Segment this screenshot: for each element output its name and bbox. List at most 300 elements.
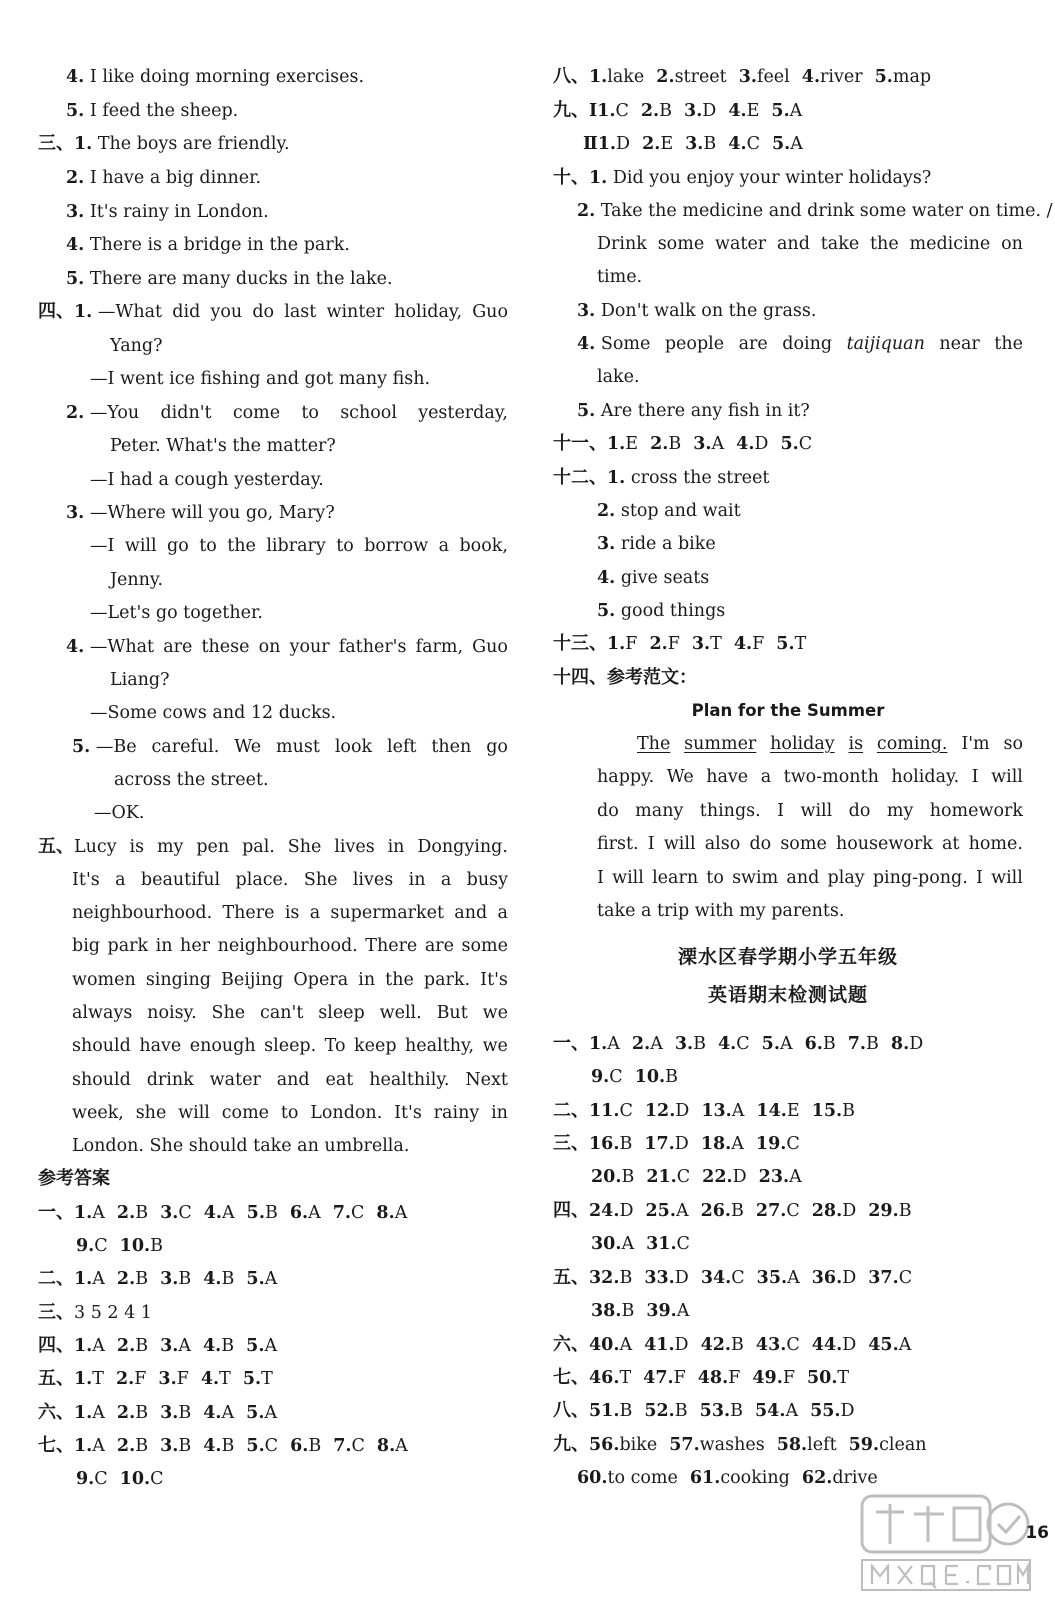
- page-number: 16: [1025, 1523, 1049, 1543]
- answer-number: 5.: [761, 1034, 780, 1054]
- answer-number: 54.: [754, 1401, 786, 1421]
- right-line: [597, 366, 1023, 390]
- item-number: 5.: [597, 601, 616, 621]
- answer-value: D: [674, 1335, 689, 1355]
- line-lead: [38, 1403, 289, 1423]
- answer-number: 32.: [589, 1268, 620, 1288]
- right-line: [553, 700, 1023, 724]
- left-line: [66, 636, 508, 660]
- left-line: [72, 736, 508, 760]
- answer-number: 46.: [589, 1368, 620, 1388]
- left-line: [66, 268, 508, 292]
- answer-item: [74, 1202, 105, 1224]
- answer-item: [635, 1066, 678, 1088]
- answer-number: 53.: [699, 1401, 731, 1421]
- line-lead: [90, 535, 114, 559]
- answer-item: [693, 433, 724, 455]
- word: do: [848, 801, 871, 821]
- answer-item: [644, 1133, 688, 1155]
- item-number: 5.: [66, 101, 85, 121]
- answer-value: B: [135, 1436, 149, 1456]
- answer-item: [756, 1200, 800, 1222]
- answer-number: 18.: [700, 1134, 732, 1154]
- word: the: [994, 334, 1023, 354]
- left-line: [38, 1202, 508, 1226]
- answer-number: 4.: [728, 101, 747, 121]
- line-lead: [66, 636, 154, 660]
- word: can't: [260, 1003, 304, 1023]
- word: some: [780, 834, 827, 854]
- answer-number: 35.: [756, 1268, 788, 1288]
- line-text: give seats: [620, 568, 710, 588]
- answer-number: 1.: [607, 634, 626, 654]
- answer-value: E: [660, 134, 674, 154]
- line-lead: [38, 1203, 419, 1223]
- left-line: [72, 869, 508, 893]
- line-lead: [553, 434, 824, 454]
- answer-number: 59.: [848, 1435, 880, 1455]
- word: did: [172, 302, 201, 322]
- line-lead: [597, 601, 621, 621]
- answer-item: [718, 1033, 750, 1055]
- answer-number: 14.: [756, 1101, 787, 1121]
- answer-number: 2.: [115, 1369, 135, 1389]
- answer-item: [759, 1166, 802, 1188]
- answer-item: [642, 133, 673, 155]
- right-line: [597, 533, 1023, 557]
- left-line: [38, 1268, 508, 1292]
- answer-number: 33.: [644, 1268, 675, 1288]
- answer-number: 4.: [200, 1369, 220, 1389]
- answer-value: A: [790, 134, 803, 154]
- word: things.: [699, 801, 761, 821]
- answer-item: [74, 1402, 105, 1424]
- answer-number: 20.: [591, 1167, 622, 1187]
- word: sleep.: [264, 1036, 317, 1056]
- right-line: [553, 946, 1023, 970]
- left-line: [72, 969, 508, 993]
- right-line: [553, 467, 1023, 491]
- answer-item: [204, 1202, 235, 1224]
- word: pal.: [242, 837, 275, 857]
- section-marker: 六、: [38, 1402, 74, 1423]
- item-number: 3.: [66, 503, 85, 523]
- line-lead: [597, 800, 619, 824]
- answer-value: river: [820, 67, 863, 87]
- word: look: [334, 737, 373, 757]
- right-line: [597, 900, 1023, 924]
- line-lead: [553, 1435, 939, 1455]
- answer-number: 3.: [691, 634, 711, 654]
- left-line: [72, 1002, 508, 1026]
- word: the: [227, 536, 256, 556]
- word: father's: [338, 637, 407, 657]
- answer-item: [589, 100, 629, 122]
- answer-number: 21.: [646, 1167, 677, 1187]
- word: singing: [145, 970, 211, 990]
- answer-number: 1.: [74, 1403, 93, 1423]
- word: these: [201, 637, 250, 657]
- word: are: [163, 637, 193, 657]
- word: —You: [89, 403, 140, 423]
- word: summer: [684, 734, 757, 754]
- word: yesterday,: [418, 403, 508, 423]
- word: We: [666, 767, 694, 787]
- line-lead: [553, 1335, 923, 1355]
- answer-number: 2.: [116, 1336, 136, 1356]
- left-line: [66, 402, 508, 426]
- answer-item: [76, 1235, 108, 1257]
- answer-item: [632, 1033, 663, 1055]
- answer-item: [589, 1200, 633, 1222]
- left-line: [76, 1468, 508, 1492]
- answer-value: T: [261, 1369, 273, 1389]
- line-lead: [553, 1201, 924, 1221]
- word: To: [324, 1036, 346, 1056]
- answer-item: [201, 1368, 231, 1390]
- answer-value: C: [264, 1436, 279, 1456]
- word: rainy: [433, 1103, 480, 1123]
- right-line: [553, 1200, 1023, 1224]
- item-number: 5.: [66, 269, 85, 289]
- answer-item: [701, 1133, 744, 1155]
- answer-value: cooking: [720, 1468, 790, 1488]
- line-text: I have a big dinner.: [89, 168, 262, 188]
- right-line: [577, 333, 1023, 357]
- right-line: [597, 766, 1023, 790]
- section-marker: 六、: [553, 1334, 589, 1355]
- answer-value: C: [786, 1335, 800, 1355]
- word: keep: [354, 1036, 397, 1056]
- essay-title: Plan for the Summer: [691, 701, 885, 720]
- answer-value: drive: [832, 1468, 878, 1488]
- answer-item: [868, 1267, 912, 1289]
- word: Opera: [293, 970, 349, 990]
- answer-number: 4.: [728, 134, 747, 154]
- line-lead: [38, 1369, 285, 1389]
- answer-number: 45.: [868, 1335, 899, 1355]
- line-text: Did you enjoy your winter holidays?: [612, 168, 932, 188]
- answer-item: [875, 66, 932, 88]
- answer-item: [117, 1202, 148, 1224]
- word: swim: [732, 868, 779, 888]
- answer-value: B: [135, 1269, 149, 1289]
- answer-number: 3.: [738, 67, 757, 87]
- word: Drink: [597, 234, 647, 254]
- answer-value: B: [693, 1034, 706, 1054]
- answer-number: 29.: [868, 1201, 899, 1221]
- left-line: [38, 301, 508, 325]
- word: a: [115, 870, 126, 890]
- answer-number: 48.: [697, 1368, 729, 1388]
- answer-value: C: [676, 1167, 691, 1187]
- answer-number: 4.: [203, 1436, 222, 1456]
- answer-value: D: [842, 1268, 857, 1288]
- line-lead: [583, 134, 815, 154]
- line-lead: [553, 67, 943, 87]
- answer-item: [203, 1402, 234, 1424]
- word: Lucy: [74, 837, 117, 857]
- answer-item: [701, 1100, 744, 1122]
- word: careful.: [151, 737, 220, 757]
- section-marker: 二、: [553, 1100, 589, 1121]
- section-marker: 四、: [38, 1335, 74, 1356]
- line-text: There are many ducks in the lake.: [89, 269, 393, 289]
- word: the: [870, 234, 899, 254]
- left-line: [66, 167, 508, 191]
- answer-item: [777, 1434, 837, 1456]
- word: some: [461, 936, 508, 956]
- answer-item: [649, 633, 679, 655]
- answer-number: 27.: [755, 1201, 787, 1221]
- answer-number: 40.: [589, 1335, 620, 1355]
- answer-item: [160, 1268, 191, 1290]
- answer-value: B: [674, 1401, 688, 1421]
- answer-item: [160, 1335, 191, 1357]
- answer-value: lake: [607, 67, 645, 87]
- answer-value: D: [675, 1101, 690, 1121]
- left-line: [90, 469, 508, 493]
- answer-value: B: [178, 1436, 192, 1456]
- answer-number: 3.: [674, 1034, 694, 1054]
- answer-value: B: [135, 1403, 149, 1423]
- line-lead: [591, 1301, 701, 1321]
- word: left: [387, 737, 417, 757]
- word: school: [340, 403, 397, 423]
- answer-value: F: [134, 1369, 147, 1389]
- item-number: 1.: [607, 468, 626, 488]
- answer-item: [577, 1467, 678, 1489]
- answer-number: 34.: [700, 1268, 732, 1288]
- answer-value: D: [909, 1034, 924, 1054]
- answer-item: [589, 1434, 657, 1456]
- section-heading: 参考答案: [38, 1168, 110, 1189]
- right-line: [597, 867, 1023, 891]
- section-marker: 七、: [38, 1435, 74, 1456]
- answer-item: [868, 1200, 911, 1222]
- word: should: [72, 1036, 131, 1056]
- answer-number: 4.: [203, 1203, 223, 1223]
- answer-value: B: [898, 1201, 912, 1221]
- answer-value: C: [786, 1134, 800, 1154]
- word: have: [706, 767, 749, 787]
- word: in: [491, 1103, 508, 1123]
- word: London.: [310, 1103, 383, 1123]
- word: drink: [146, 1070, 194, 1090]
- answer-value: C: [898, 1268, 913, 1288]
- word: near: [939, 334, 980, 354]
- right-line: [553, 633, 1023, 657]
- left-line: [90, 535, 508, 559]
- line-lead: [72, 1002, 132, 1026]
- line-text: London. She should take an umbrella.: [72, 1136, 410, 1156]
- answer-value: A: [731, 1134, 744, 1154]
- answer-number: 5.: [246, 1403, 265, 1423]
- left-line: [110, 569, 508, 593]
- answer-value: C: [615, 101, 629, 121]
- answer-item: [203, 1335, 234, 1357]
- answer-number: 10.: [119, 1469, 151, 1489]
- line-lead: [66, 269, 90, 289]
- item-number: 4.: [66, 67, 85, 87]
- line-lead: [553, 468, 631, 488]
- answer-value: C: [150, 1469, 164, 1489]
- answer-number: 9.: [591, 1067, 610, 1087]
- right-line: [597, 600, 1023, 624]
- answer-item: [589, 1267, 632, 1289]
- word: so: [1003, 734, 1023, 754]
- line-lead: [38, 1269, 289, 1289]
- word: housework: [835, 834, 933, 854]
- word: library: [266, 536, 326, 556]
- answer-item: [607, 633, 637, 655]
- answer-item: [807, 1367, 849, 1389]
- word: are: [738, 334, 768, 354]
- answer-value: A: [264, 1403, 278, 1423]
- line-lead: [597, 766, 654, 790]
- answer-item: [757, 1267, 800, 1289]
- word: She: [211, 1003, 246, 1023]
- line-lead: [38, 1169, 110, 1189]
- line-lead: [72, 969, 136, 993]
- answer-value: A: [92, 1269, 105, 1289]
- word: We: [234, 737, 262, 757]
- item-number: 5.: [72, 737, 91, 757]
- answer-number: 37.: [868, 1268, 899, 1288]
- answer-item: [589, 1334, 632, 1356]
- right-line: [577, 400, 1023, 424]
- line-text: The boys are friendly.: [97, 134, 290, 154]
- answer-number: 1.: [607, 434, 626, 454]
- answer-number: 9.: [76, 1236, 95, 1256]
- answer-value: washes: [699, 1435, 765, 1455]
- word: There: [365, 936, 418, 956]
- word: in: [358, 970, 376, 990]
- answer-value: A: [789, 101, 803, 121]
- answer-item: [120, 1235, 163, 1257]
- word: to: [706, 868, 724, 888]
- word: on: [258, 637, 281, 657]
- answer-value: B: [135, 1203, 149, 1223]
- word: book,: [459, 536, 508, 556]
- answer-value: A: [92, 1336, 105, 1356]
- word: do: [252, 302, 275, 322]
- answer-number: 55.: [810, 1401, 841, 1421]
- line-text: I like doing morning exercises.: [89, 67, 365, 87]
- line-lead: [76, 1469, 176, 1489]
- answer-item: [645, 1200, 688, 1222]
- line-lead: [553, 1034, 935, 1054]
- answer-item: [756, 1133, 800, 1155]
- answer-value: A: [264, 1269, 278, 1289]
- section-marker: 八、: [553, 1400, 589, 1421]
- answer-item: [247, 1202, 278, 1224]
- line-lead: [38, 836, 117, 860]
- word: week,: [72, 1103, 124, 1123]
- section-marker: 一、: [553, 1033, 589, 1054]
- answer-value: T: [794, 634, 807, 654]
- answer-item: [120, 1468, 164, 1490]
- section-marker: 五、: [38, 1368, 74, 1389]
- answer-number: 5.: [874, 67, 893, 87]
- word: eat: [325, 1070, 354, 1090]
- answer-number: 1.: [589, 1034, 608, 1054]
- section-marker: 十四、: [553, 667, 607, 688]
- word: go: [167, 536, 189, 556]
- answer-item: [589, 1100, 633, 1122]
- word: your: [289, 637, 330, 657]
- item-number: 1.: [74, 302, 93, 322]
- answer-number: 2.: [631, 1034, 651, 1054]
- word: There: [222, 903, 275, 923]
- answer-number: 17.: [644, 1134, 675, 1154]
- word: park: [107, 936, 149, 956]
- right-line: [553, 1100, 1023, 1124]
- word: borrow: [364, 536, 429, 556]
- item-number: 3.: [597, 534, 616, 554]
- left-line: [72, 1069, 508, 1093]
- word: is: [129, 837, 145, 857]
- answer-item: [644, 1400, 687, 1422]
- answer-value: bike: [619, 1435, 658, 1455]
- line-lead: [72, 1035, 131, 1059]
- answer-item: [690, 1467, 790, 1489]
- answer-value: D: [840, 1401, 855, 1421]
- left-line: [66, 502, 508, 526]
- answer-item: [591, 1300, 634, 1322]
- answer-value: B: [866, 1034, 879, 1054]
- left-line: [72, 1135, 508, 1159]
- word: learn: [652, 868, 699, 888]
- word: —Be: [95, 737, 137, 757]
- answer-number: 4.: [733, 634, 753, 654]
- answer-item: [203, 1435, 234, 1457]
- right-line: [553, 433, 1023, 457]
- answer-value: to come: [607, 1468, 678, 1488]
- word: and: [786, 868, 820, 888]
- word: to: [336, 536, 354, 556]
- line-text: Don't walk on the grass.: [600, 301, 817, 321]
- line-lead: [38, 1303, 74, 1323]
- answer-value: B: [619, 1134, 633, 1154]
- left-line: [38, 1168, 508, 1192]
- answer-item: [891, 1033, 923, 1055]
- answer-item: [848, 1033, 879, 1055]
- answer-value: A: [675, 1201, 689, 1221]
- answer-value: F: [728, 1368, 741, 1388]
- word: in: [408, 870, 426, 890]
- answer-number: 5.: [780, 434, 799, 454]
- section-marker: 五、: [38, 836, 74, 857]
- word: will: [663, 834, 696, 854]
- answer-item: [776, 633, 806, 655]
- answer-value: D: [754, 434, 769, 454]
- word: Guo: [472, 637, 508, 657]
- word: people: [664, 334, 725, 354]
- right-line: [597, 833, 1023, 857]
- line-lead: [66, 402, 139, 426]
- line-text: ride a bike: [620, 534, 716, 554]
- answer-value: C: [676, 1234, 690, 1254]
- answer-item: [74, 1368, 104, 1390]
- answer-item: [644, 1334, 688, 1356]
- answer-value: C: [351, 1436, 365, 1456]
- answer-value: A: [395, 1436, 408, 1456]
- answer-number: 57.: [669, 1435, 700, 1455]
- answer-number: 2.: [642, 134, 661, 154]
- line-lead: [553, 1101, 867, 1121]
- line-text: I feed the sheep.: [89, 101, 239, 121]
